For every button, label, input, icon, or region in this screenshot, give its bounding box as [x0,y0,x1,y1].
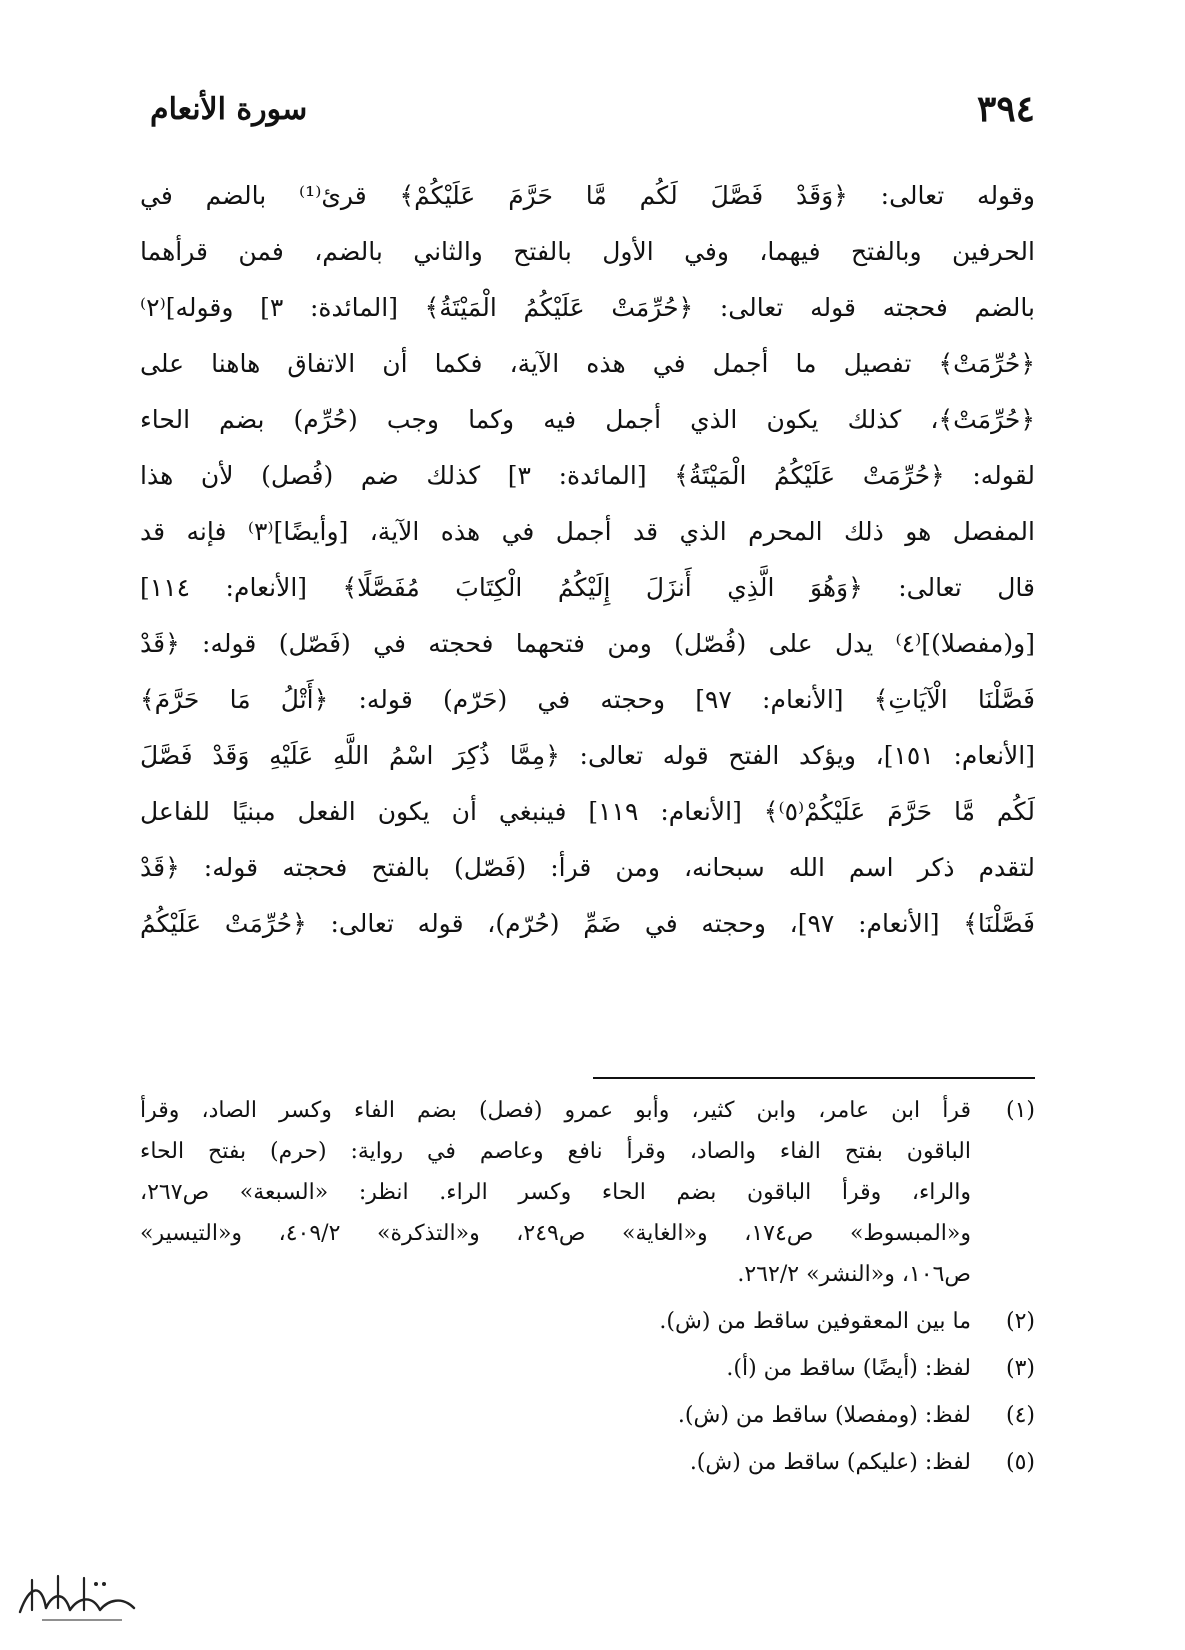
page-header [150,88,1035,148]
footnote-number: (١) [1005,1098,1035,1123]
footnote-number: (٤) [1005,1403,1035,1428]
footnote-number: (٥) [1005,1450,1035,1475]
watermark-logo [12,1564,142,1628]
text-line: ﴿حُرِّمَتْ﴾ تفصيل ما أجمل في هذه الآية، فكما أن الاتفاق هاهنا على [140,349,1035,378]
text-line: بالضم فحجته قوله تعالى: ﴿حُرِّمَتْ عَلَيْكُمُ الْمَيْتَةُ﴾ [المائدة: ٣] وقوله]⁽٢⁾ [140,293,1035,322]
text-line: الحرفين وبالفتح فيهما، وفي الأول بالفتح والثاني بالضم، فمن قرأهما [140,237,1035,266]
footnote-text [140,1090,971,1295]
main-text [140,168,1035,952]
footnote-number: (٣) [1005,1356,1035,1381]
footnote-3 [140,1348,1035,1389]
footnote-line: الباقون بفتح الفاء والصاد، وقرأ نافع وعاصم في رواية: (حرم) بفتح الحاء [140,1139,971,1164]
footnotes [140,1090,1035,1489]
text-line: لَكُم مَّا حَرَّمَ عَلَيْكُمْ⁽٥⁾﴾ [الأنعام: ١١٩] فينبغي أن يكون الفعل مبنيًا للفاعل [140,797,1035,826]
footnote-line: لفظ: (عليكم) ساقط من (ش). [689,1450,971,1475]
text-line: [الأنعام: ١٥١]، ويؤكد الفتح قوله تعالى: ﴿مِمَّا ذُكِرَ اسْمُ اللَّهِ عَلَيْهِ وَقَدْ فَصَّلَ [140,741,1035,770]
footnote-line: لفظ: (أيضًا) ساقط من (أ). [726,1356,971,1381]
text-line: لتقدم ذكر اسم الله سبحانه، ومن قرأ: (فَصّل) بالفتح فحجته قوله: ﴿قَدْ [140,853,1035,882]
footnote-text [140,1442,971,1483]
text-line: فَصَّلْنَا الْآيَاتِ﴾ [الأنعام: ٩٧] وحجته في (حَرّم) قوله: ﴿أَتْلُ مَا حَرَّمَ﴾ [140,685,1035,714]
footnote-5 [140,1442,1035,1483]
text-line: قال تعالى: ﴿وَهُوَ الَّذِي أَنزَلَ إِلَيْكُمُ الْكِتَابَ مُفَصَّلًا﴾ [الأنعام: ١١٤] [140,573,1035,602]
footnote-2 [140,1301,1035,1342]
text-line: [و(مفصلا)]⁽٤⁾ يدل على (فُصّل) ومن فتحهما فحجته في (فَصّل) قوله: ﴿قَدْ [140,629,1035,658]
footnote-line: والراء، وقرأ الباقون بضم الحاء وكسر الراء. انظر: «السبعة» ص٢٦٧، [140,1180,971,1205]
text-line: وقوله تعالى: ﴿وَقَدْ فَصَّلَ لَكُم مَّا حَرَّمَ عَلَيْكُمْ﴾ قرئ⁽¹⁾ بالضم في [140,181,1035,210]
page-number: ٣٩٤ [976,88,1035,130]
text-line: ﴿حُرِّمَتْ﴾، كذلك يكون الذي أجمل فيه وكما وجب (حُرِّم) بضم الحاء [140,405,1035,434]
footnote-line: ص١٠٦، و«النشر» ٢٦٢/٢. [737,1262,971,1287]
running-title: سورة الأنعام [150,92,308,127]
footnote-line: قرأ ابن عامر، وابن كثير، وأبو عمرو (فصل) بضم الفاء وكسر الصاد، وقرأ [140,1098,971,1123]
footnote-number: (٢) [1005,1309,1035,1334]
footnote-text [140,1301,971,1342]
footnote-text [140,1348,971,1389]
footnote-separator [593,1077,1035,1079]
footnote-line: ما بين المعقوفين ساقط من (ش). [659,1309,971,1334]
text-line: لقوله: ﴿حُرِّمَتْ عَلَيْكُمُ الْمَيْتَةُ﴾ [المائدة: ٣] كذلك ضم (فُصل) لأن هذا [140,461,1035,490]
text-line: فَصَّلْنَا﴾ [الأنعام: ٩٧]، وحجته في ضَمِّ (حُرّم)، قوله تعالى: ﴿حُرِّمَتْ عَلَيْكُمُ [140,909,1035,938]
footnote-text [140,1395,971,1436]
footnote-4 [140,1395,1035,1436]
footnote-line: لفظ: (ومفصلا) ساقط من (ش). [677,1403,971,1428]
text-line: المفصل هو ذلك المحرم الذي قد أجمل في هذه الآية، [وأيضًا]⁽٣⁾ فإنه قد [140,517,1035,546]
footnote-line: و«المبسوط» ص١٧٤، و«الغاية» ص٢٤٩، و«التذكرة» ٤٠٩/٢، و«التيسير» [140,1221,971,1246]
footnote-1 [140,1090,1035,1295]
